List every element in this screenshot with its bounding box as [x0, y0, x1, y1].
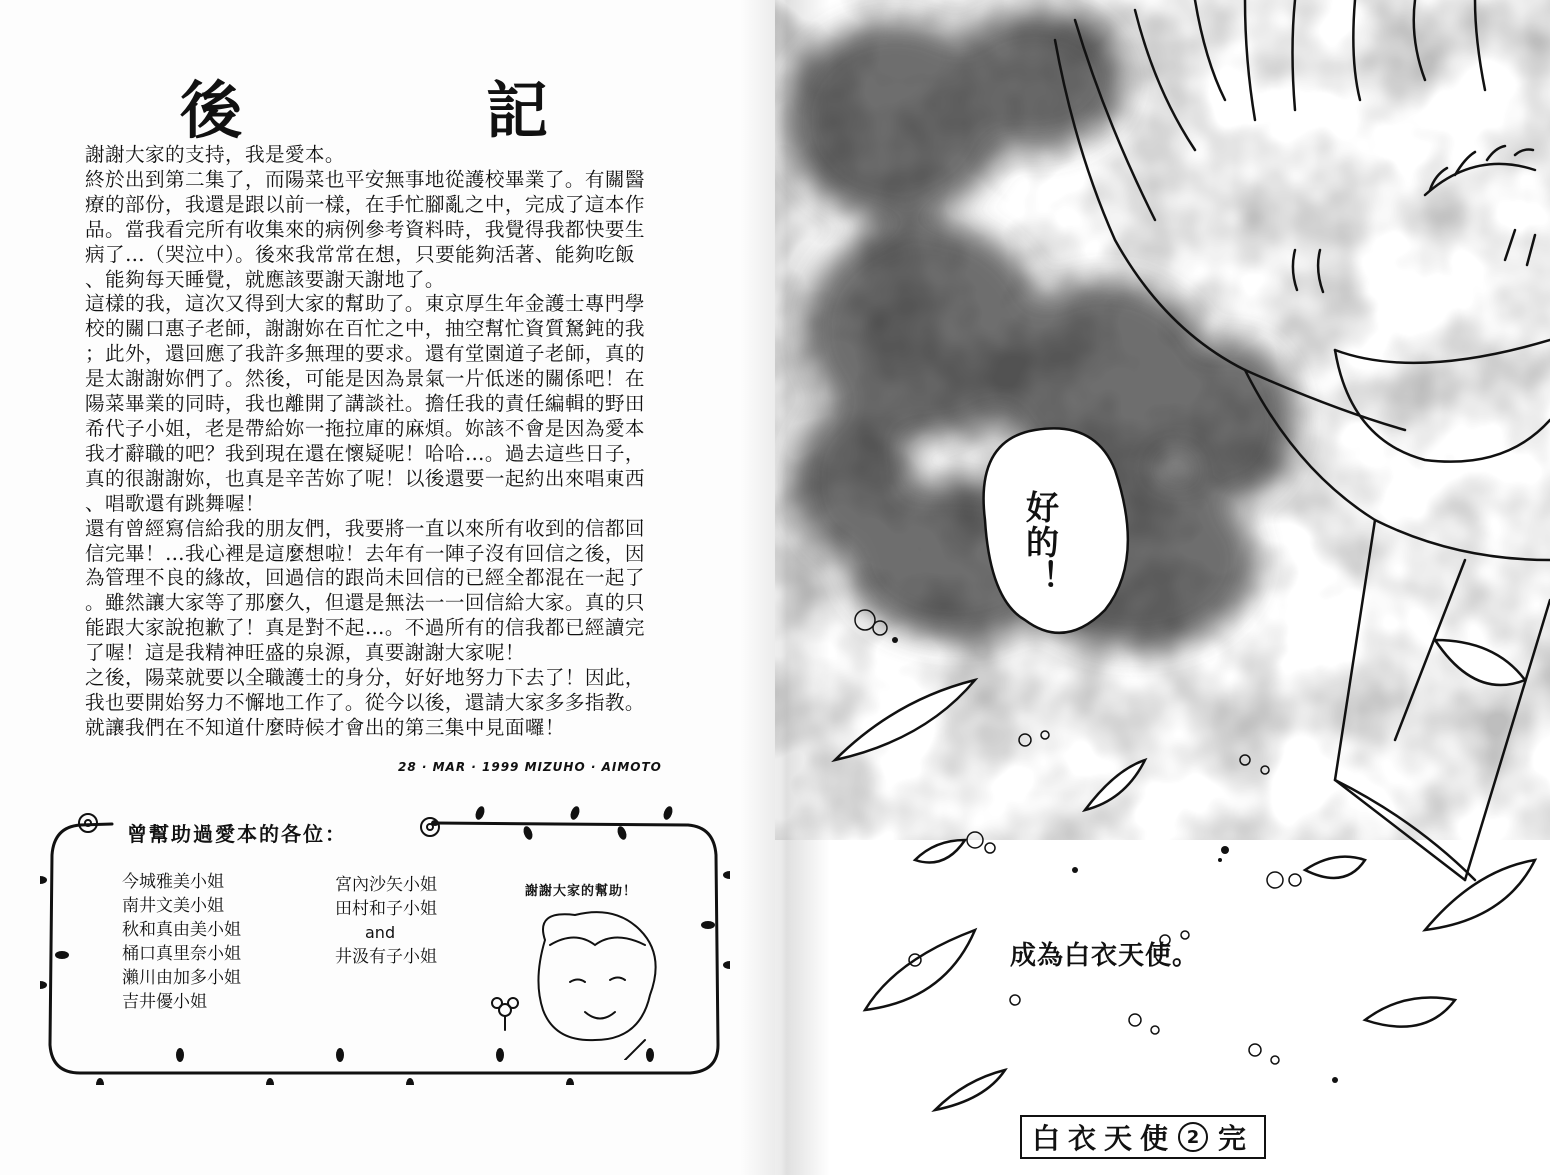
afterword-line: 希代子小姐，老是帶給妳一拖拉庫的麻煩。妳該不會是因為愛本 — [85, 416, 645, 440]
afterword-body — [85, 143, 685, 741]
afterword-line: 謝謝大家的支持，我是愛本。 — [85, 143, 345, 166]
thanks-names-column-2 — [335, 873, 437, 969]
thanks-name: 宮內沙矢小姐 — [335, 875, 437, 895]
afterword-line: 了喔！這是我精神旺盛的泉源，真要謝謝大家呢！ — [85, 641, 525, 665]
manga-illustration — [775, 0, 1550, 1175]
author-face-sketch-illustration — [475, 900, 695, 1060]
afterword-line: 為管理不良的緣故，回過信的跟尚未回信的已經全都混在一起了 — [85, 566, 645, 590]
afterword-line: 品。當我看完所有收集來的病例參考資料時，我覺得我都快要生 — [85, 217, 645, 241]
volume-number-badge: 2 — [1178, 1122, 1208, 1152]
thanks-name: 井汲有子小姐 — [335, 947, 437, 967]
thanks-name: 瀨川由加多小姐 — [122, 968, 241, 988]
afterword-line: 這樣的我，這次又得到大家的幫助了。東京厚生年金護士專門學 — [85, 292, 645, 316]
thanks-name: 吉井優小姐 — [122, 992, 207, 1012]
right-page-manga-panel — [775, 0, 1550, 1175]
afterword-line: 校的關口惠子老師，謝謝妳在百忙之中，抽空幫忙資質駑鈍的我 — [85, 317, 645, 341]
afterword-line: 。雖然讓大家等了那麼久，但還是無法一一回信給大家。真的只 — [85, 591, 645, 615]
thanks-names-column-1 — [122, 870, 241, 1014]
afterword-line: 陽菜畢業的同時，我也離開了講談社。擔任我的責任編輯的野田 — [85, 392, 645, 416]
afterword-line: 我也要開始努力不懈地工作了。從今以後，還請大家多多指教。 — [85, 690, 645, 714]
narration-text: 成為白衣天使。 — [1010, 941, 1200, 971]
afterword-line: ；此外，還回應了我許多無理的要求。還有堂園道子老師，真的 — [85, 342, 645, 366]
thanks-name: 桶口真里奈小姐 — [122, 944, 241, 964]
afterword-line: 、能夠每天睡覺，就應該要謝天謝地了。 — [85, 267, 445, 291]
afterword-title — [180, 70, 550, 147]
afterword-line: 、唱歌還有跳舞喔！ — [85, 491, 265, 515]
afterword-title-char-1: 後 — [180, 73, 245, 147]
thanks-name: 南井文美小姐 — [122, 896, 224, 916]
afterword-line: 信完畢！…我心裡是這麼想啦！去年有一陣子沒有回信之後，因 — [85, 541, 645, 565]
thanks-name: 今城雅美小姐 — [122, 872, 224, 892]
afterword-line: 就讓我們在不知道什麼時候才會出的第三集中見面囉！ — [85, 715, 565, 739]
volume-end-marker: 完 — [1218, 1122, 1255, 1155]
afterword-title-char-2: 記 — [485, 73, 550, 147]
thanks-name: 秋和真由美小姐 — [122, 920, 241, 940]
afterword-line: 療的部份，我還是跟以前一樣，在手忙腳亂之中，完成了這本作 — [85, 192, 645, 216]
thanks-name-conjunction: and — [365, 923, 396, 942]
volume-end-stamp — [1020, 1115, 1266, 1159]
afterword-line: 終於出到第二集了，而陽菜也平安無事地從護校畢業了。有關醫 — [85, 167, 645, 191]
speech-bubble-text: 好的！ — [1021, 490, 1060, 595]
volume-title: 白衣天使 — [1032, 1122, 1177, 1155]
afterword-line: 病了…（哭泣中）。後來我常常在想，只要能夠活著、能夠吃飯 — [85, 242, 636, 266]
thanks-heading: 曾幫助過愛本的各位： — [127, 822, 347, 846]
afterword-line: 之後，陽菜就要以全職護士的身分，好好地努力下去了！因此， — [85, 666, 645, 690]
thanks-bubble-text: 謝謝大家的幫助！ — [525, 884, 638, 899]
afterword-line: 我才辭職的吧？我到現在還在懷疑呢！哈哈…。過去這些日子， — [85, 441, 645, 465]
afterword-signature: 28 · MAR · 1999 MIZUHO · AIMOTO — [398, 760, 662, 774]
thanks-name: 田村和子小姐 — [335, 899, 437, 919]
afterword-line: 真的很謝謝妳，也真是辛苦妳了呢！以後還要一起約出來唱東西 — [85, 466, 645, 490]
afterword-line: 能跟大家說抱歉了！真是對不起…。不過所有的信我都已經讀完 — [85, 616, 645, 640]
afterword-line: 是太謝謝妳們了。然後，可能是因為景氣一片低迷的關係吧！在 — [85, 367, 645, 391]
afterword-line: 還有曾經寫信給我的朋友們，我要將一直以來所有收到的信都回 — [85, 516, 645, 540]
